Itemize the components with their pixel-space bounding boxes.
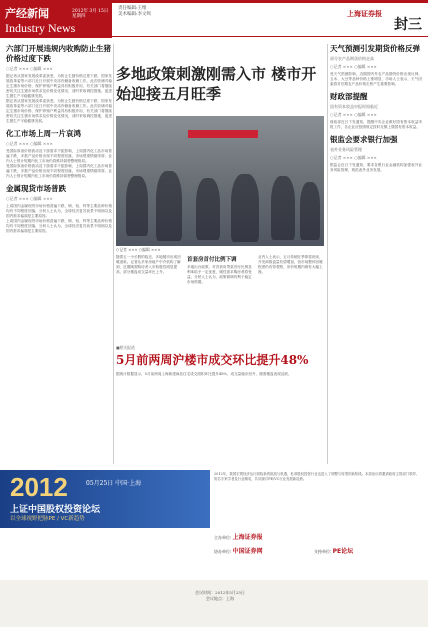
byline: ○记者 ××× ○编辑 ×××	[6, 66, 53, 71]
header-rule	[112, 36, 428, 37]
story-title[interactable]: 金属现货市场普跌	[6, 184, 66, 193]
organizer-label: 协办单位:	[214, 549, 232, 554]
lead-body: 多地出台政策，对首套房贷款首付比例及利率给予一定优惠，刚性需求购房者将受益。分析人士认为，政策微调有利于稳定市场预期。	[187, 265, 252, 284]
story-subtitle: 国有资本收益申报时间临近	[330, 104, 378, 109]
ad-description: 2012年，我国宏观经济运行面临新的挑战与机遇，私募股权投资行业也进入了调整与转型的新阶段。本届论坛将邀请政府主管部门领导、知名专家学者及行业精英，共同探讨PE/VC行业发展新趋势。	[214, 472, 420, 481]
story-title[interactable]: 天气预测引发期货价格反弹	[330, 44, 420, 53]
photo-figure	[156, 171, 182, 241]
story-body-cont: 受国际原油价格波动及下游需求不振影响，上周国内化工品市场普遍下跌，多数产品价格出现不同程度回落，市场观望情绪浓厚，业内人士预计短期内化工市场仍将维持弱势整理格局。	[6, 164, 112, 178]
ad-date: 05月25日 中国·上海	[86, 480, 142, 487]
story-title[interactable]: 银监会要求银行加强	[330, 135, 398, 144]
section-banner	[0, 3, 112, 38]
second-headline[interactable]: 5月前两周沪楼市成交环比提升48%	[116, 353, 309, 367]
photo-figure	[271, 176, 295, 240]
story-body: 银监会近日下发通知，要求各银行业金融机构加强表外业务风险管理，规范表外业务发展。	[330, 163, 422, 172]
byline: ○记者 ××× ○编辑 ×××	[330, 112, 377, 117]
newspaper-brand: 上海证券报	[347, 9, 382, 18]
photo-figure	[196, 178, 220, 240]
section-title-en: Industry News	[5, 21, 76, 35]
byline: ○记者 ××× ○编辑 ×××	[330, 155, 377, 160]
ad-subtitle: 以全球视野把脉PE / VC新趋势	[10, 516, 85, 522]
page-header	[0, 0, 428, 38]
right-column	[330, 44, 422, 173]
story-subtitle: 表外业务风险管理	[330, 147, 362, 152]
organizer-label: 支持单位:	[314, 549, 332, 554]
byline: ○记者 ××× ○编辑 ×××	[330, 64, 377, 69]
lead-subhead: 首套房首付比例下调	[187, 257, 237, 263]
lead-headline[interactable]: 多地政策刺激刚需入市 楼市开始迎接五月旺季	[116, 65, 317, 103]
ad-footer-line: 会议时间：2012年5月25日	[195, 590, 245, 595]
story-body: 受国际原油价格波动及下游需求不振影响，上周国内化工品市场普遍下跌，多数产品价格出现不同程度回落，市场观望情绪浓厚，业内人士预计短期内化工市场仍将维持弱势整理格局。	[6, 149, 112, 163]
story-body: 财政部近日下发通知，提醒中央企业做好国有资本收益申报工作，各企业应按照规定按时足额上缴国有资本收益。	[330, 120, 422, 129]
ad-footer-line: 会议地点：上海	[206, 596, 234, 601]
art-editor-line: 美术编辑:李文鸣	[118, 12, 152, 17]
ad-year: 2012	[10, 472, 68, 502]
section-title-cn: 产经新闻	[5, 7, 49, 20]
organizer-name: 中国证券网	[232, 548, 263, 555]
ad-footer	[0, 580, 428, 627]
story-body: 据记者从国家发展改革委获悉，为防止生猪价格过度下跌，国家发展改革委等六部门近日开展中央冻肉储备收储工作。此次收储对稳定生猪市场价格、保护养殖户利益具有积极作用，有关部门将继续密切关注生猪市场供求及价格变化情况，适时采取调控措施，促进生猪生产平稳健康发展。	[6, 74, 112, 98]
ad-footer-text	[70, 590, 370, 602]
lead-photo	[116, 116, 324, 246]
organizer-name: 上海证券报	[232, 534, 263, 541]
photo-figure	[231, 174, 259, 242]
byline: ○记者 ××× ○编辑 ×××	[6, 196, 53, 201]
byline: ○记者 ××× ○编辑 ×××	[6, 141, 53, 146]
organizer	[214, 532, 263, 541]
ad-title: 上证中国股权投资论坛	[10, 505, 101, 515]
photo-caption: ○记者 ××× ○编辑 ×××	[116, 247, 161, 252]
story-body-cont: 上周国内金属现货市场价格普遍下跌，铜、铝、锌等主要品种价格均有不同程度回落，分析人士认为，全球经济复苏前景不明朗以及国内需求偏弱是主要原因。	[6, 219, 112, 233]
story-body: 上周国内金属现货市场价格普遍下跌，铜、铝、锌等主要品种价格均有不同程度回落，分析人士认为，全球经济复苏前景不明朗以及国内需求偏弱是主要原因。	[6, 204, 112, 218]
lead-body: 随着五一小长假的临近，多地楼市出现回暖迹象。记者从多家房地产中介机构了解到，近期刚需购房者入市积极性明显提高，部分楼盘成交量环比上升。	[116, 255, 181, 274]
lead-column-1	[116, 255, 182, 275]
story-subtitle: 部分农产品期货价格走高	[330, 56, 374, 61]
co-organizer	[214, 546, 263, 555]
column-divider	[327, 44, 328, 464]
story-body: 受天气预测影响，近期国内外农产品期货价格出现反弹，玉米、大豆等品种价格上涨明显，市场人士表示，天气因素将对后期农产品价格走势产生重要影响。	[330, 72, 422, 86]
lead-column-2	[187, 255, 253, 285]
page-number: 封三	[394, 17, 422, 33]
dateline: 2012年 3月 15日 星期四	[72, 9, 109, 19]
left-column	[6, 44, 112, 234]
photo-figure	[126, 176, 148, 236]
forum-ad-banner[interactable]	[0, 470, 210, 528]
column-divider	[113, 44, 114, 464]
story-title[interactable]: 财政部提醒	[330, 92, 368, 101]
organizer-name: PE论坛	[332, 548, 354, 555]
story-title[interactable]: 化工市场上周一片哀鸿	[6, 129, 81, 138]
photo-figure	[300, 182, 320, 240]
story-body-cont: 据记者从国家发展改革委获悉，为防止生猪价格过度下跌，国家发展改革委等六部门近日开展中央冻肉储备收储工作。此次收储对稳定生猪市场价格、保护养殖户利益具有积极作用，有关部门将继续密切关注生猪市场供求及价格变化情况，适时采取调控措施，促进生猪生产平稳健康发展。	[6, 99, 112, 123]
lead-column-3	[258, 255, 324, 275]
editor-line: 责任编辑:王维	[118, 6, 147, 11]
organizer-label: 主办单位:	[214, 535, 232, 540]
ad-organizers	[214, 510, 422, 570]
second-body: 据统计数据显示，5月前两周上海新建商品住宅成交面积环比提升48%，成交量稳步回升，刚需楼盘表现活跃。	[116, 372, 292, 376]
story-title[interactable]: 六部门开展违规内收购防止生猪价格过度下跌	[6, 44, 111, 63]
lead-body: 业内人士表示，五月传统旺季即将到来，开发商推盘量有望增加，但市场整体回暖程度仍有待观察，房价短期内难有大幅上涨。	[258, 255, 323, 274]
photo-sign	[188, 130, 258, 138]
related-tag: ■相关报道	[116, 345, 135, 350]
editor-info	[118, 6, 151, 18]
supporter	[314, 546, 353, 555]
second-story-body	[116, 372, 326, 377]
